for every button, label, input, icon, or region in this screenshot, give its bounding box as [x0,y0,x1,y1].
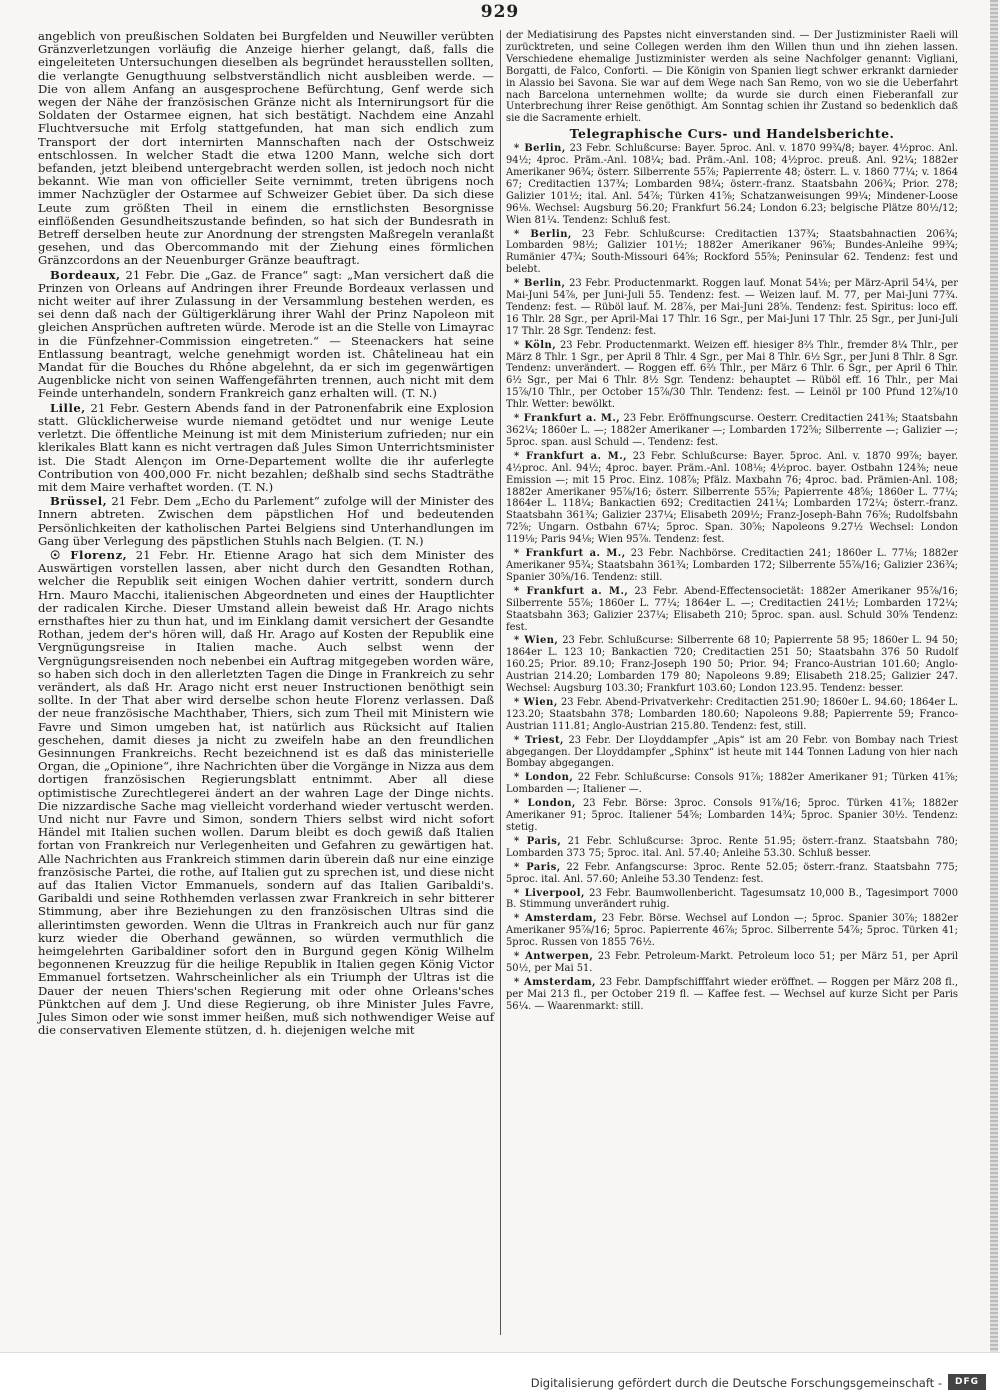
market-report [506,888,958,912]
dfg-logo: DFG [948,1374,986,1390]
report-city: * Frankfurt a. M., [514,450,628,462]
market-report [506,413,958,449]
page-number: 929 [480,2,520,22]
right-intro-paragraph: der Mediatisirung des Papstes nicht einverstanden sind. — Der Justizminister Raeli will zurücktreten, und seine Collegen werden ihm den Willen thun und ihn ziehen lassen. Verschiedene ehemalige Justizminister werden als seine Nachfolger genannt: Vigliani, Borgatti, de Falco, Conforti. — Die Königin von Spanien liegt schwer erkrankt darnieder in Alassio bei Savona. Sie war auf dem Wege nach San Remo, von wo sie die Ueberfahrt nach Barcelona unternehmen wollte; da wurde sie durch einen Fieberanfall zur Unterbrechung ihrer Reise genöthigt. Am Sonntag schien ihr Zustand so bedenklich daß sie die Sacramente erhielt. [506,30,958,125]
market-report [506,229,958,277]
report-city: * Paris, [514,835,562,847]
report-text: 23 Febr. Nachbörse. Creditactien 241; 1860er L. 77⅛; 1882er Amerikaner 95¾; Staatsbahn 361¾; Lombarden 172; Silberrente 55⅞/16; Galizier 236¾; Spanier 30⅝/16. Tendenz: still. [506,548,958,583]
report-text: 22 Febr. Schlußcurse: Consols 91⅞; 1882er Amerikaner 91; Türken 41⅝; Lombarden —; Italiener —. [506,772,959,796]
market-report [506,586,958,634]
left-intro-paragraph: angeblich von preußischen Soldaten bei Burgfelden und Neuwiller verübten Gränzverletzungen vorläufig die Anzeige hierher gelangt, daß, falls die eingeleiteten Untersuchungen dieselben als begründet herausstellen sollten, die verlangte Genugthuung selbstverständlich nicht ausbleiben werde. — Die von allem Anfang an ausgesprochene Befürchtung, Genf werde sich wegen der Nähe der französischen Gränze nicht als Internirungsort für die Soldaten der Ostarmee eignen, hat sich bestätigt. Nachdem eine Anzahl Fluchtversuche mit Erfolg stattgefunden, hat man sich endlich zum Transport der dort internirten Mannschaften nach der Ostschweiz entschlossen. In welcher Stadt die etwa 1200 Mann, welche sich dort befanden, jetzt bleibend untergebracht werden sollen, ist jedoch noch nicht bekannt. Wie man von officieller Seite vernimmt, treten übrigens noch immer Nachzügler der Ostarmee auf Schweizer Gebiet über. Da sich diese Leute zum größten Theil in einem die ernstlichsten Besorgnisse einflößenden Gesundheitszustande befinden, so hat sich der Bundesrath in Betreff derselben heute zur Anordnung der strengsten Maßregeln veranlaßt gesehen, und das Obercommando mit der Ziehung eines förmlichen Gränzcordons an der Neuenburger Gränze beauftragt. [38,29,494,268]
market-report [506,798,958,834]
section-heading: Telegraphische Curs- und Handelsberichte. [569,126,895,142]
market-report [506,143,958,226]
report-city: * Wien, [514,696,558,708]
page-edge [990,0,998,1396]
report-city: * Antwerpen, [514,951,594,963]
market-report [506,836,958,860]
report-text: 23 Febr. Productenmarkt. Weizen eff. hiesiger 8⅔ Thlr., fremder 8¼ Thlr., per März 8 Thlr. 1 Sgr., per April 8 Thlr. 4 Sgr., per Mai 8 Thlr. 6½ Sgr., per Juni 8 Thlr. 8 Sgr. Tendenz: unverändert. — Roggen eff. 6⅔ Thlr., per März 6 Thlr. 6 Sgr., per April 6 Thlr. 6½ Sgr., per Mai 6 Thlr. 8½ Sgr. Tendenz: behauptet — Rüböl eff. 16 Thlr., per Mai 15⅞/10 Thlr., per October 15⅞/30 Thlr. Tendenz: fest. — Leinöl pr 100 Pfund 12⅞/10 Thlr. Wetter: bewölkt. [506,339,958,411]
report-city: * Berlin, [514,143,566,155]
report-text: 23 Febr. Börse. Wechsel auf London —; 5proc. Spanier 30⅞; 1882er Amerikaner 95⅞/16; 5proc. Papierrente 46⅞; 5proc. Silberrente 54⅞; 5proc. Türken 41; 5proc. Russen von 1855 76½. [506,913,958,949]
article-dateline: Bordeaux, [50,267,121,282]
report-text: 23 Febr. Productenmarkt. Roggen lauf. Monat 54⅛; per März-April 54¼, per Mai-Juni 54⅞, per Juni-Juli 55. Tendenz: fest. — Weizen lauf. M. 77, per Mai-Juni 77¾. Tendenz: fest. — Rüböl lauf. M. 28⅞, per Mai-Juni 28⅝. Tendenz: fest. Spiritus: loco eff. 16 Thlr. 28 Sgr., per April-Mai 17 Thlr. 16 Sgr., per Mai-Juni 17 Thlr. 25 Sgr., per Juni-Juli 17 Thlr. 28 Sgr. Tendenz: fest. [506,278,958,337]
article-text: 21 Febr. Dem „Echo du Parlement“ zufolge will der Minister des Innern abtreten. Zwischen dem päpstlichen Hof und bedeutenden Persönlichkeiten der katholischen Partei Belgiens sind Unterhandlungen im Gang über Verlegung des päpstlichen Stuhls nach Belgien. (T. N.) [38,494,494,548]
report-text: 23 Febr. Abend-Privatverkehr: Creditactien 251.90; 1860er L. 94.60; 1864er L. 123.20; Staatsbahn 378; Lombarden 180.60; Napoleons 9.88; Papierrente 59; Franco-Austrian 111.81; Anglo-Austrian 215.80. Tendenz: fest, still. [506,696,959,732]
report-text: 22 Febr. Anfangscurse: 3proc. Rente 52.05; österr.-franz. Staatsbahn 775; 5proc. ital. Anl. 57.60; Anleihe 53.30 Tendenz: fest. [506,861,958,885]
right-column [506,30,958,1015]
report-city: * Amsterdam, [514,976,596,988]
market-report [506,697,958,733]
report-text: 23 Febr. Eröffnungscurse. Oesterr. Creditactien 241⅜; Staatsbahn 362¼; 1860er L. —; 1882er Amerikaner —; Lombarden 172⅝; Silberrente —; Galizier —; 5proc. span. ausl Schuld —. Tendenz: fest. [506,413,958,448]
report-city: * London, [514,772,574,784]
market-reports [506,143,958,1012]
market-report [506,735,958,771]
report-city: * Amsterdam, [514,913,598,925]
report-text: 23 Febr. Petroleum-Markt. Petroleum loco 51; per März 51, per April 50½, per Mai 51. [506,951,959,974]
article-text: 21 Febr. Gestern Abends fand in der Patronenfabrik eine Explosion statt. Glücklicherweise wurde niemand getödtet und nur wenige Leute verletzt. Die öffentliche Meinung ist mit dem Ministerium zufrieden; nur ein klerikales Blatt kann es nicht vertragen daß Jules Simon Unterrichtsminister ist. Die Stadt Alençon im Orne-Departement wollte die ihr auferlegte Contribution von 400,000 Fr. nicht bezahlen; deßhalb sind sechs Stadträthe mit dem Maire verhaftet worden. (T. N.) [38,400,495,494]
article-text: 21 Febr. Die „Gaz. de France“ sagt: „Man versichert daß die Prinzen von Orleans auf Andringen ihrer Freunde Bordeaux verlassen und nicht weiter auf ihrer Zulassung in der Versammlung bestehen werden, es sei denn daß nach der Gültigerklärung ihrer Wahl der Prinz Napoleon mit gleichen Ansprüchen auftreten würde. Merode ist an die Stelle von Limayrac in die Fünfzehner-Commission eingetreten.“ — Steenackers hat seine Entlassung beantragt, welche genehmigt worden ist. Châtelineau hat ein Mandat für die Bouches du Rhône abgelehnt, da er sich im gegenwärtigen Augenblicke nicht von seinen Waffengefährten trennen, auch nicht mit dem Feinde unterhandeln, sondern Frankreich ganz erhalten will. (T. N.) [38,267,494,401]
market-report [506,278,958,338]
report-text: 21 Febr. Schlußcurse: 3proc. Rente 51.95; österr.-franz. Staatsbahn 780; Lombarden 373 75; 5proc. ital. Anl. 57.40; Anleihe 53.30. Schluß besser. [506,835,958,859]
report-text: 23 Febr. Dampfschifffahrt wieder eröffnet. — Roggen per März 208 fl., per Mai 213 fl., per October 219 fl. — Kaffee fest. — Wechsel auf kurze Sicht per Paris 56¼. — Waarenmarkt: still. [506,976,959,1012]
report-text: 23 Febr. Baumwollenbericht. Tagesumsatz 10,000 B., Tagesimport 7000 B. Stimmung unverändert ruhig. [506,887,959,911]
article-dateline: Brüssel, [50,494,108,509]
report-city: * Frankfurt a. M., [514,548,626,560]
report-text: 23 Febr. Börse: 3proc. Consols 91⅞/16; 5proc. Türken 41⅞; 1882er Amerikaner 91; 5proc. Italiener 54⅝; Lombarden 14¾; 5proc. Spanier 30½. Tendenz: stetig. [506,798,959,833]
column-divider [500,30,501,1335]
report-city: * Berlin, [514,278,566,290]
report-city: * Paris, [514,861,561,873]
market-report [506,862,958,886]
report-city: * Frankfurt a. M., [514,585,629,597]
market-report [506,977,958,1013]
report-text: 23 Febr. Schlußcurse: Silberrente 68 10; Papierrente 58 95; 1860er L. 94 50; 1864er L. 123 10; Bankactien 720; Creditactien 251 50; Staatsbahn 376 50 Rudolf 160.25; Prior. 89.10; Franz-Joseph 190 50; Prior. 94; Franco-Austrian 101.60; Anglo-Austrian 214.20; Lombarden 179 80; Napoleons 9.89; Elisabeth 218.25; Galizier 247. Wechsel: Augsburg 103.30; Frankfurt 103.60; London 123.95. Tendenz: besser. [506,635,959,695]
footer-credit: Digitalisierung gefördert durch die Deutsche Forschungsgemeinschaft - [530,1376,942,1390]
article-dateline: ☉ Florenz, [50,547,128,562]
report-city: * London, [514,798,576,810]
market-report [506,451,958,546]
report-city: * Frankfurt a. M., [514,413,621,425]
market-report [506,951,958,975]
report-city: * Köln, [514,339,557,351]
market-report [506,635,958,695]
footer [0,1352,1000,1397]
article-lille [38,402,494,494]
article-dateline: Lille, [50,400,86,415]
article-text: 21 Febr. Hr. Etienne Arago hat sich dem Minister des Auswärtigen vorstellen lassen, aber nicht durch den Gesandten Rothan, welcher die Republik seit einigen Wochen dahier vertritt, sondern durch Hrn. Mauro Macchi, italienischen Abgeordneten und eines der Hauptlichter der radicalen Kirche. Dieser Umstand allein beweist daß Hr. Arago nichts ernsthaftes hier zu thun hat, und im Einklang damit versichert der Gesandte Rothan, jedem der's hören will, daß Hr. Arago auf Kosten der Republik eine Vergnügungsreise in Italien mache. Auch selbst wenn der Vergnügungsreisenden noch nebenbei ein Auftrag mitgegeben worden wäre, so haben sich doch in den allerletzten Tagen die Dinge in Frankreich zu sehr verändert, als daß Hr. Arago nicht erst neuer Instructionen benöthigt sein sollte. In der That aber wird derselbe schon heute Florenz verlassen. Daß der neue französische Machthaber, Thiers, sich zum Theil mit Ministern wie Favre und Simon umgeben hat, ist natürlich aus Rücksicht auf Italien geschehen, damit dieses ja nicht zu zweifeln habe an den freundlichen Gesinnungen Frankreichs. Recht bezeichnend ist es daß das ministerielle Organ, die „Opinione“, ihre Nachrichten über die Vorgänge in Nizza aus dem dortigen französischen Regierungsblatt entnimmt. Aber all diese optimistische Zurechtlegerei ändert an der wahren Lage der Dinge nichts. Die nizzardische Sache mag vielleicht vorderhand wieder vertuscht werden. Und nicht nur Favre und Simon, sondern Thiers selbst wird nicht sofort Händel mit Italien suchen wollen. Darum bleibt es doch gewiß daß Italien fortan von Frankreich nur Verlegenheiten und Gefahren zu gewärtigen hat. Alle Nachrichten aus Frankreich stimmen darin überein daß nur eine einzige französische Partei, die rothe, auf Italien gut zu sprechen ist, und diese nicht auf das Italien Victor Emmanuels, sondern auf das Italien Garibaldi's. Garibaldi und seine Rothhemden verlassen zwar Frankreich in sehr bitterer Stimmung, aber ihre Beziehungen zu den französischen Ultras sind die allerintimsten geworden. Wenn die Ultras in Frankreich auch nur für ganz kurz wieder die Oberhand gewännen, so würden vermuthlich die heimgelehrten Garibaldiner sofort den in Burgund gegen König Wilhelm begonnenen Kreuzzug für die heilige Republik in Italien gegen König Victor Emmanuel fortsetzen. Wahrscheinlicher als ein Triumph der Ultras ist die Dauer der neuen Thiers'schen Regierung mit oder ohne Orleans'sches Pünktchen auf dem J. Und diese Regierung, ob ihre Minister Jules Favre, Jules Simon oder wie sonst immer heißen, muß sich nothwendiger Weise auf die conservativen Elemente stützen, d. h. diejenigen welche mit [38,547,494,1038]
report-text: 23 Febr. Abend-Effectensocietät: 1882er Amerikaner 95⅞/16; Silberrente 55⅞; 1860er L. 77¼; 1864er L. —; Creditactien 241½; Lombarden 172¼; Staatsbahn 363; Galizier 237¼; Elisabeth 210; 5proc. span. ausl. Schuld 30⅝ Tendenz: fest. [506,585,959,633]
article-florenz [38,549,494,1038]
report-city: * Wien, [514,635,559,647]
report-city: * Liverpool, [514,887,585,899]
report-text: 23 Febr. Schlußcurse: Creditactien 137¾; Staatsbahnactien 206¾; Lombarden 98½; Galizier 101½; 1882er Amerikaner 96⅝; Bundes-Anleihe 99¾; Rumänier 47¾; South-Missouri 64⅝; Rockford 55⅝; Peninsular 62. Tendenz: fest und belebt. [506,228,958,276]
market-report [506,548,958,584]
report-text: 23 Febr. Der Lloyddampfer „Apis“ ist am 20 Febr. von Bombay nach Triest abgegangen. Der Lloyddampfer „Sphinx“ ist heute mit 144 Tonnen Ladung von hier nach Bombay abgegangen. [506,734,959,770]
article-bordeaux [38,269,494,401]
market-report [506,913,958,949]
left-column [38,30,494,1038]
market-report [506,340,958,411]
report-city: * Triest, [514,734,564,746]
report-text: 23 Febr. Schlußcurse: Bayer. 5proc. Anl. v. 1870 99¾/8; bayer. 4½proc. Anl. 94½; 4proc. Präm.-Anl. 108¼; bad. Präm.-Anl. 108; 4½proc. preuß. Anl. 92¼; 1882er Amerikaner 96¾; österr. Silberrente 55⅞; Papierrente 48; österr. L. v. 1860 77¼; v. 1864 67; Creditactien 137¾; Lombarden 98¼; österr.-franz. Staatsbahn 206¾; Prior. 278; Galizier 101½; ital. Anl. 54⅞; Türken 41⅝; Schatzanweisungen 99¼; Mindener-Loose 96⅛. Wechsel: Augsburg 56.20; Frankfurt 56.24; London 6.23; belgische Plätze 80½/12; Wien 81¼. Tendenz: Schluß fest. [506,143,959,226]
report-city: * Berlin, [514,228,572,240]
market-report [506,772,958,796]
article-bruessel [38,495,494,548]
report-text: 23 Febr. Schlußcurse: Bayer. 5proc. Anl. v. 1870 99⅞; bayer. 4½proc. Anl. 94½; 4proc. bayer. Präm.-Anl. 108⅛; 4½proc. bayer. Ostbahn 124⅜; neue Emission —; mit 15 Proc. Einz. 108⅞; Pfälz. Maxbahn 76; 4proc. bad. Prämien-Anl. 108; 1882er Amerikaner 95⅞/16; österr. Silberrente 55⅞; Papierrente 48⅝; 1860er L. 77¼; 1864er L. 118¼; Bankactien 692; Creditactien 241¼; Lombarden 172¼; österr.-franz. Staatsbahn 361¾; Galizier 237¼; Elisabeth 209½; Franz-Joseph-Bahn 76⅝; Rudolfsbahn 72⅝; Ungarn. Ostbahn 67¼; 5proc. Span. 30⅝; Napoleons 9.27½ Wechsel: London 119⅛; Paris 94⅛; Wien 95⅞. Tendenz: fest. [506,450,959,546]
